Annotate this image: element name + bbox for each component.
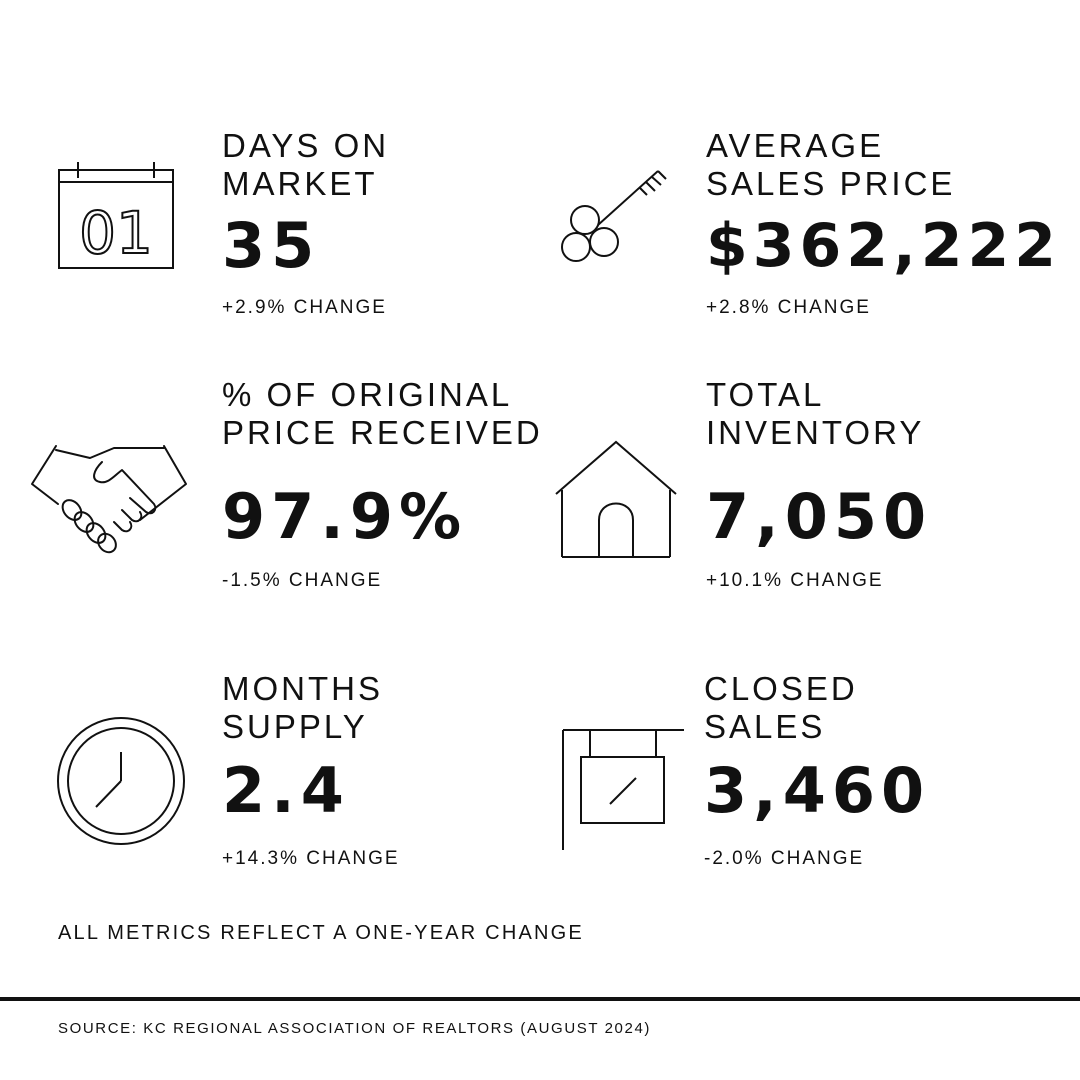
sold-sign-icon: [560, 728, 686, 852]
label-line: SUPPLY: [222, 708, 368, 745]
label-line: DAYS ON: [222, 127, 390, 164]
calendar-icon: [56, 160, 178, 272]
metric-percent-original-price: [222, 376, 543, 592]
metric-change: +14.3% CHANGE: [222, 848, 400, 869]
key-icon: [558, 165, 674, 269]
metric-label: [222, 127, 389, 203]
calendar-date-text: 01: [79, 199, 153, 267]
label-line: TOTAL: [706, 376, 825, 413]
divider: [0, 997, 1080, 1001]
label-line: MONTHS: [222, 670, 383, 707]
metric-value: 2.4: [222, 754, 350, 827]
metric-label: [706, 127, 1061, 203]
house-icon: [554, 440, 678, 560]
metric-change: +10.1% CHANGE: [706, 570, 884, 591]
metric-value: 3,460: [704, 754, 931, 827]
metric-value: 7,050: [706, 480, 933, 553]
metric-change: -2.0% CHANGE: [704, 848, 865, 869]
label-line: AVERAGE: [706, 127, 885, 164]
metric-value: 97.9%: [222, 480, 468, 553]
label-line: PRICE RECEIVED: [222, 414, 543, 451]
metric-label: [222, 670, 400, 746]
metric-label: [706, 376, 932, 452]
label-line: SALES PRICE: [706, 165, 956, 202]
metric-average-sales-price: [706, 127, 1061, 319]
label-line: INVENTORY: [706, 414, 925, 451]
metric-label: [222, 376, 543, 452]
metric-total-inventory: [706, 376, 932, 592]
source-citation: SOURCE: KC REGIONAL ASSOCIATION OF REALTORS (AUGUST 2024): [58, 1020, 651, 1037]
metric-value: 35: [222, 209, 321, 282]
metric-change: +2.8% CHANGE: [706, 297, 871, 318]
label-line: MARKET: [222, 165, 378, 202]
label-line: % OF ORIGINAL: [222, 376, 513, 413]
clock-icon: [56, 716, 186, 846]
label-line: CLOSED: [704, 670, 858, 707]
metric-days-on-market: [222, 127, 389, 319]
label-line: SALES: [704, 708, 826, 745]
metric-change: -1.5% CHANGE: [222, 570, 383, 591]
metric-closed-sales: [704, 670, 930, 870]
handshake-icon: [30, 440, 190, 556]
metric-value: $362,222: [706, 211, 1062, 281]
metric-change: +2.9% CHANGE: [222, 297, 387, 318]
metric-months-supply: [222, 670, 400, 870]
footnote: ALL METRICS REFLECT A ONE-YEAR CHANGE: [58, 922, 584, 944]
metric-label: [704, 670, 930, 746]
